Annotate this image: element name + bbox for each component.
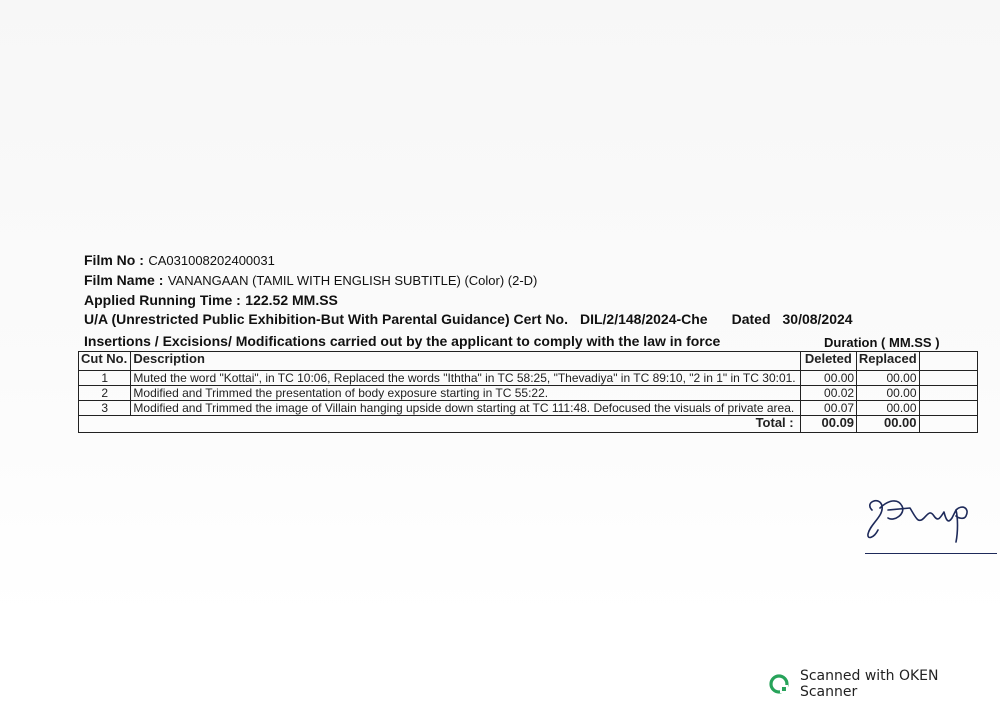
certificate-date: 30/08/2024	[782, 311, 853, 327]
row-replaced: 00.00	[857, 401, 919, 416]
row-blank-cell	[919, 401, 977, 416]
header-cut-no: Cut No.	[79, 352, 131, 371]
film-name-line	[84, 272, 537, 290]
film-no-line	[84, 252, 275, 270]
header-description: Description	[131, 352, 800, 371]
row-description: Modified and Trimmed the image of Villain hanging upside down starting at TC 111:48. Defocused the visuals of private area.	[131, 401, 800, 416]
table-row	[79, 401, 978, 416]
table-row	[79, 386, 978, 401]
duration-heading: Duration ( MM.SS )	[824, 335, 940, 350]
dated-label: Dated	[731, 311, 771, 327]
cuts-table	[78, 351, 978, 433]
table-header-row	[79, 352, 978, 371]
certificate-line	[84, 311, 853, 327]
film-name-value: VANANGAAN (TAMIL WITH ENGLISH SUBTITLE) (Color) (2-D)	[167, 273, 538, 288]
total-deleted: 00.09	[800, 416, 856, 433]
film-no-value: CA031008202400031	[148, 253, 275, 268]
header-blank-cell	[919, 352, 977, 371]
handwritten-signature	[858, 488, 978, 548]
scanner-watermark	[768, 668, 1000, 700]
row-description: Modified and Trimmed the presentation of body exposure starting in TC 55:22.	[131, 386, 800, 401]
row-blank-cell	[919, 371, 977, 386]
row-cut-no: 1	[79, 371, 131, 386]
header-replaced: Replaced	[857, 352, 919, 371]
header-deleted: Deleted	[800, 352, 856, 371]
film-name-label: Film Name :	[84, 272, 164, 288]
row-cut-no: 2	[79, 386, 131, 401]
total-replaced: 00.00	[857, 416, 919, 433]
film-no-label: Film No :	[84, 252, 144, 268]
applied-running-time-label: Applied Running Time :	[84, 292, 241, 308]
row-deleted: 00.00	[800, 371, 856, 386]
applied-running-time-value: 122.52 MM.SS	[245, 292, 338, 308]
row-deleted: 00.02	[800, 386, 856, 401]
row-deleted: 00.07	[800, 401, 856, 416]
row-blank-cell	[919, 386, 977, 401]
row-replaced: 00.00	[857, 371, 919, 386]
scanner-watermark-text: Scanned with OKEN Scanner	[799, 668, 939, 700]
oken-scanner-logo-icon	[768, 673, 790, 695]
row-cut-no: 3	[79, 401, 131, 416]
insertions-heading: Insertions / Excisions/ Modifications carried out by the applicant to comply with the law in force	[84, 333, 721, 349]
total-blank-cell	[919, 416, 977, 433]
cert-no-label: Cert No.	[513, 311, 568, 327]
table-row	[79, 371, 978, 386]
total-row	[79, 416, 978, 433]
cert-no-value: DIL/2/148/2024-Che	[579, 311, 708, 327]
row-replaced: 00.00	[857, 386, 919, 401]
total-label: Total :	[79, 416, 801, 433]
signature-underline	[865, 553, 997, 554]
row-description: Muted the word "Kottai", in TC 10:06, Replaced the words "Iththa" in TC 58:25, "Thevadiya" in TC 89:10, "2 in 1" in TC 30:01.	[131, 371, 800, 386]
certificate-category: U/A (Unrestricted Public Exhibition-But With Parental Guidance)	[84, 311, 510, 327]
applied-running-time-line	[84, 292, 338, 310]
